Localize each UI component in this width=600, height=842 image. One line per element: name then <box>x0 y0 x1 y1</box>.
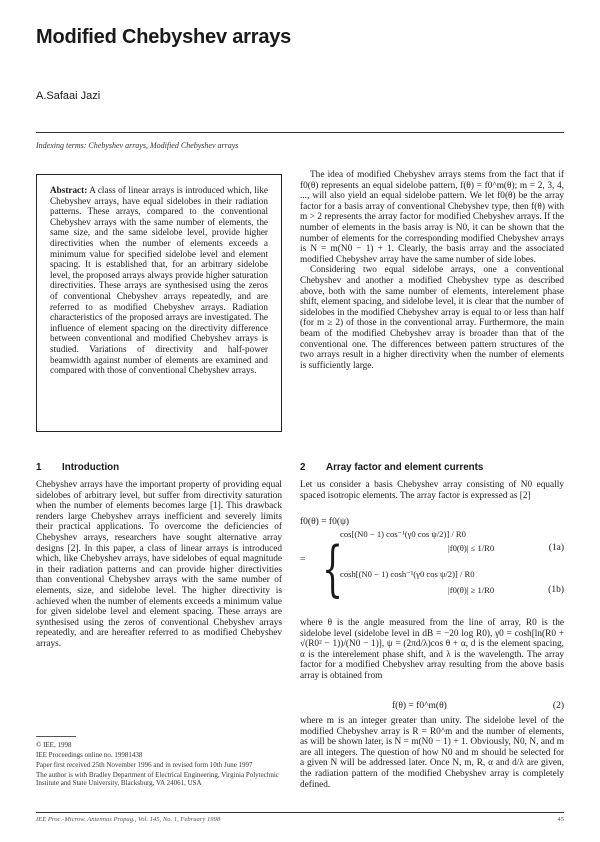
author-name: A.Safaai Jazi <box>36 90 101 102</box>
right-paragraph-1: The idea of modified Chebyshev arrays stems from the fact that if f0(θ) represents an equal sidelobe pattern, f(θ) = f0^m(θ); m = 2, 3, 4, ..., will also yield an equal sidelobe pattern. We let f0(θ) be the array factor for a basis array of conventional Chebyshev type, then f(θ) with m > 2 represents the array factor for modified Chebyshev arrays. If the number of elements in the basis array is N0, it can be shown that the number of elements for the corresponding modified Chebyshev arrays is N = m(N0 − 1) + 1. Clearly, the basis array and the associated modified Chebyshev array have the same number of side lobes. <box>300 170 564 265</box>
equation-case-1: cos[(N0 − 1) cos⁻¹(γ0 cos ψ/2)] / R0 <box>340 529 466 539</box>
equals-sign: = <box>300 555 306 565</box>
section-2-title: Array factor and element currents <box>326 462 484 473</box>
section-2-intro <box>300 480 564 501</box>
equation-1-explanation <box>300 618 564 682</box>
equation-number-1a: (1a) <box>548 543 564 553</box>
after-equation-1-text: where θ is the angle measured from the line of array, R0 is the sidelobe level (sidelobe level in dB = −20 log R0), γ0 = cosh[ln(R0 + √(R0² − 1))/(N0 − 1)], ψ = (2πd/λ)cos θ + α, d is the element spacing, α is the interelement phase shift, and λ is the wavelength. The array factor for a modified Chebyshev array resulting from the above basis array is obtained from <box>300 618 564 681</box>
abstract-text: A class of linear arrays is introduced which, like Chebyshev arrays, have equal sidelobes in their radiation patterns. These arrays, compared to the conventional Chebyshev arrays with the same number of elements, the same size, and the same sidelobe level, provide higher directivities when the number of elements exceeds a minimum value for specified sidelobe level and element spacing. It is established that, for an arbitrary sidelobe level, the proposed arrays always provide higher saturation directivities. These arrays are synthesised using the zeros of conventional Chebyshev arrays repeatedly, and are referred to as modified Chebyshev arrays. Radiation characteristics of the proposed arrays are investigated. The influence of element spacing on the directivity difference between conventional and modified Chebyshev arrays is studied. Variations of directivity and half-power beamwidth against number of elements are examined and compared with those of conventional Chebyshev arrays. <box>50 185 268 376</box>
equation-1-lhs: f0(θ) = f0(ψ) <box>300 517 350 527</box>
equation-condition-2: |f0(θ)| ≥ 1/R0 <box>448 585 495 595</box>
page-footer <box>36 816 564 823</box>
received-date: Paper first received 25th November 1996 and in revised form 10th June 1997 <box>36 761 253 770</box>
page-number: 45 <box>557 816 564 823</box>
section-2-heading <box>300 462 483 473</box>
section-2-number: 2 <box>300 462 306 473</box>
equation-condition-1: |f0(θ)| ≤ 1/R0 <box>448 543 495 553</box>
section-1-number: 1 <box>36 462 42 473</box>
section-1-title: Introduction <box>62 462 120 473</box>
equation-2-explanation <box>300 716 564 790</box>
proceedings-number: IEE Proceedings online no. 19981438 <box>36 751 143 760</box>
section-1-heading <box>36 462 119 473</box>
equation-number-1b: (1b) <box>548 585 564 595</box>
bottom-rule <box>36 812 564 813</box>
equation-1 <box>300 517 564 613</box>
equation-brace: { <box>322 534 344 604</box>
introduction-paragraph: Chebyshev arrays have the important property of providing equal sidelobes of arbitrary level, but suffer from directivity saturation when the number of elements becomes large [1]. This drawback renders large Chebyshev arrays inefficient and severely limits their practical applications. To overcome the deficiencies of Chebyshev arrays, researchers have sought alternative array designs [2]. In this paper, a class of linear arrays is introduced which, like Chebyshev arrays, have sidelobes of equal magnitude in their radiation patterns and can provide higher directivities than conventional Chebyshev arrays with the same number of elements, size, and sidelobe level. The higher directivity is achieved when the number of elements exceeds a minimum value for given sidelobe level and element spacing. These arrays are synthesised using the zeros of conventional Chebyshev arrays repeatedly, and are hereafter referred to as modified Chebyshev arrays. <box>36 480 282 649</box>
journal-citation: IEE Proc.-Microw. Antennas Propag., Vol. 145, No. 1, February 1998 <box>36 816 221 823</box>
introduction-body <box>36 480 282 650</box>
equation-number-2: (2) <box>552 701 564 711</box>
after-equation-2-text: where m is an integer greater than unity. The sidelobe level of the modified Chebyshev array is R = R0^m and the number of elements, as will be shown later, is N = m(N0 − 1) + 1. Obviously, N0, N, and m are all integers. The question of how N0 and m should be selected for a given N will be addressed later. Once N, m, R, α and d/λ are given, the radiation pattern of the modified Chebyshev array is completely defined. <box>300 716 564 790</box>
copyright-notice: © IEE, 1998 <box>36 741 72 749</box>
right-paragraph-2: Considering two equal sidelobe arrays, one a conventional Chebyshev and another a modified Chebyshev type as described above, both with the same number of elements, interelement phase shift, element spacing, and sidelobe level, it is clear that the number of sidelobes in the modified Chebyshev array is equal to or less than half (for m ≥ 2) of those in the conventional array. Furthermore, the main beam of the modified Chebyshev array is broader than that of the conventional one. The differences between pattern structures of the two arrays result in a higher directivity when the number of elements is sufficiently large. <box>300 265 564 371</box>
paper-title: Modified Chebyshev arrays <box>36 26 292 48</box>
abstract-label: Abstract: <box>50 185 88 195</box>
right-column-intro <box>300 170 564 371</box>
section-2-intro-text: Let us consider a basis Chebyshev array consisting of N0 equally spaced isotropic elements. The array factor is expressed as [2] <box>300 480 564 501</box>
footnotes <box>36 741 282 789</box>
author-affiliation: The author is with Bradley Department of Electrical Engineering, Virginia Polytechnic Institute and State University, Blacksburg, VA 24061, USA <box>36 771 279 788</box>
top-rule <box>36 132 564 133</box>
equation-case-2: cosh[(N0 − 1) cosh⁻¹(γ0 cos ψ/2)] / R0 <box>340 569 475 579</box>
equation-2-body: f(θ) = f0^m(θ) <box>392 701 447 711</box>
footnote-rule <box>36 736 76 737</box>
abstract-box <box>36 174 282 432</box>
index-terms: Indexing terms: Chebyshev arrays, Modified Chebyshev arrays <box>36 141 239 150</box>
